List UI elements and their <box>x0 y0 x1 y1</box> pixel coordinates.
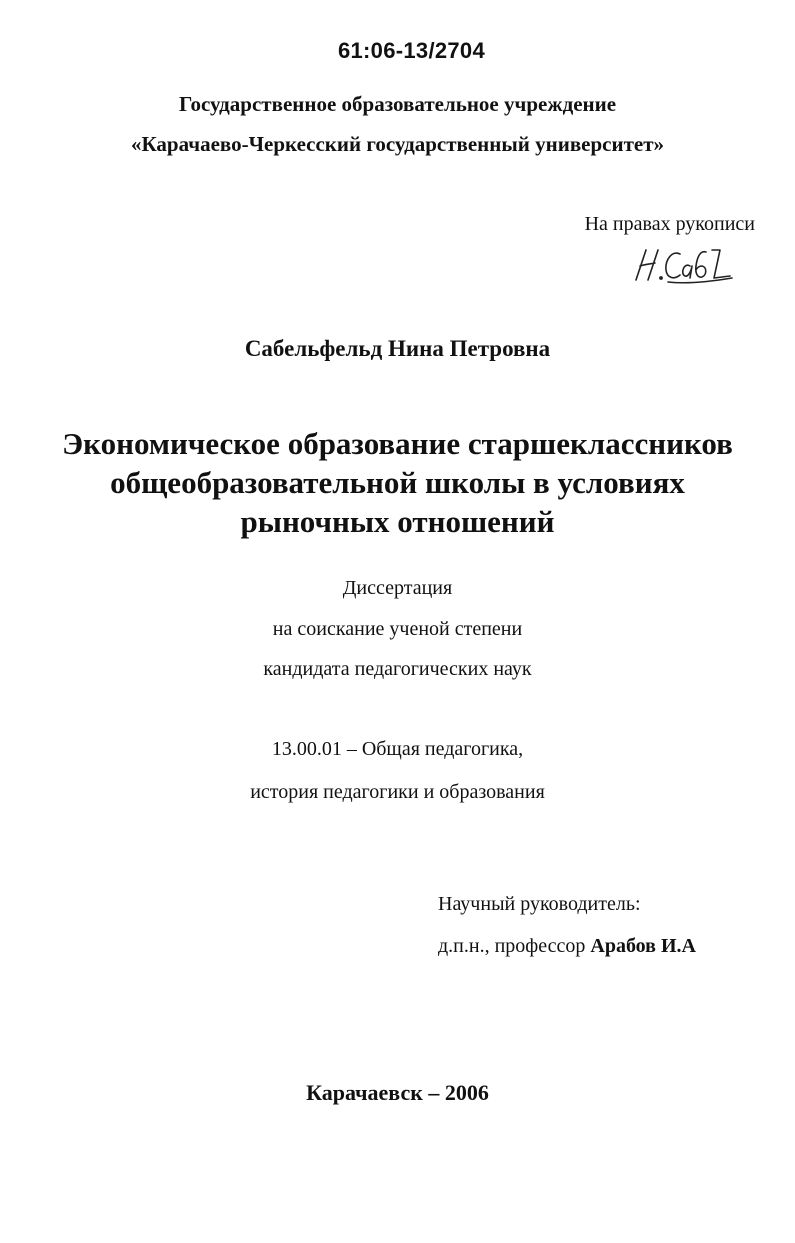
handwritten-signature <box>628 240 738 288</box>
author-name: Сабельфельд Нина Петровна <box>244 336 551 361</box>
title-line-1: Экономическое образование старшеклассников <box>62 426 733 461</box>
supervisor-info <box>438 935 696 958</box>
specialty-code: 13.00.01 – Общая педагогика, <box>271 738 524 760</box>
institution-line-1: Государственное образовательное учреждение <box>178 92 617 116</box>
dissertation-title <box>0 424 795 541</box>
supervisor-degree: д.п.н., профессор <box>438 935 591 957</box>
archive-code: 61:06-13/2704 <box>337 38 486 63</box>
specialty-name: история педагогики и образования <box>250 781 545 803</box>
supervisor-label: Научный руководитель: <box>438 893 641 915</box>
title-line-3: рыночных отношений <box>240 504 555 539</box>
degree-line-1: на соискание ученой степени <box>272 618 523 640</box>
city-year: Карачаевск – 2006 <box>306 1080 489 1105</box>
title-line-2: общеобразовательной школы в условиях <box>110 465 685 500</box>
dissertation-type: Диссертация <box>342 577 453 599</box>
supervisor-name: Арабов И.А <box>590 935 696 957</box>
institution-line-2: «Карачаево-Черкесский государственный университет» <box>130 132 665 156</box>
degree-line-2: кандидата педагогических наук <box>263 658 532 680</box>
manuscript-rights-label: На правах рукописи <box>584 213 755 235</box>
